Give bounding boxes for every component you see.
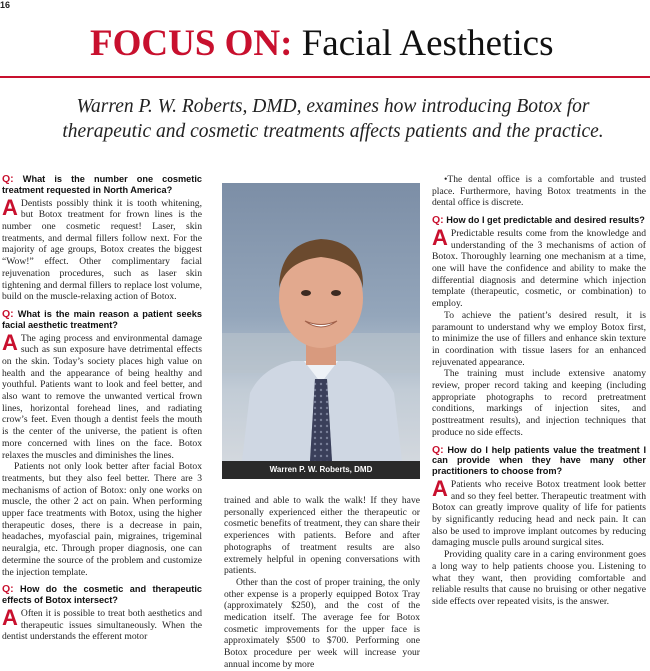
question-3: Q: How do the cosmetic and therapeutic effects of Botox intersect?: [2, 583, 202, 606]
column-2-para-1: trained and able to walk the walk! If they have personally experienced either the therapeutic or cosmetic benefits of treatment, they can share their experiences with patients. Before and after photographs of treatment results are also extremely helpful in opening conversations with patients.: [224, 495, 420, 577]
answer-3: A Often it is possible to treat both aesthetics and therapeutic issues simultaneously. When the dentist understands the efferent motor: [2, 604, 202, 643]
answer-4-cont-1: To achieve the patient’s desired result, it is paramount to understand why we employ Botox first, to minimize the use of fillers and enhance skin texture in coordination with tissue lasers for an enhanced rejuvenated appearance.: [432, 309, 646, 368]
portrait-illustration: [222, 183, 420, 461]
column-1: [2, 174, 202, 643]
column-2: [224, 495, 420, 671]
answer-1: A Dentists possibly think it is tooth whitening, but Botox treatment for frown lines is the number one cosmetic request! Laser, skin treatments, and dermal fillers follow next. For the majority of age groups, Botox creates the biggest “Wow!” effect. Other complimentary facial rejuvenation procedures, such as laser skin tightening and dermal fillers to replace lost volume, build on the muscle-relaxing action of Botox.: [2, 194, 202, 303]
bullet-item: •The dental office is a comfortable and trusted place. Furthermore, having Botox treatments in the dental office is discrete.: [432, 174, 646, 209]
question-1: Q: What is the number one cosmetic treatment requested in North America?: [2, 173, 203, 195]
page-number: 16: [0, 0, 11, 10]
question-4: Q: How do I get predictable and desired results?: [432, 214, 645, 227]
page-title: [90, 22, 553, 65]
answer-2-cont: Patients not only look better after facial Botox treatments, but they also feel better. There are 3 mechanisms of action of Botox: only one works on muscle, the other 2 act on pain. When performing upper face treatments with Botox, using the higher therapeutic doses, there is a decrease in pain, headaches, myofascial pain, migraines, trigeminal neuralgia, etc. Through proper diagnosis, one can determine the source of the problem and customize the injection template.: [2, 461, 202, 578]
answer-4: A Predictable results come from the knowledge and understanding of the 3 mechanisms of action of Botox. Thoroughly learning one mechanism at a time, one will have the confidence and ability to make the differential diagnosis and determine which injection template (therapeutic, cosmetic, or combination) to employ.: [432, 224, 646, 310]
answer-4-cont-2: The training must include extensive anatomy review, proper record taking and keeping (including appropriate photographs to record pretreatment conditions, markings of injection sites, and posttreatment results), and injection techniques that produce no side effects.: [432, 368, 646, 438]
column-2-para-2: Other than the cost of proper training, the only other expense is a properly equipped Botox Tray (approximately $250), and the cost of the medication itself. The average fee for Botox cosmetic improvements for the upper face is approximately $500 to $700. Performing one Botox procedure per week will increase your annual income by more: [224, 576, 420, 670]
column-3: [432, 174, 646, 608]
title-focus: FOCUS ON:: [90, 23, 293, 64]
question-5: Q: How do I help patients value the treatment I can provide when they have many other practitioners to choose from?: [432, 443, 646, 477]
answer-5-cont: Providing quality care in a caring environment goes a long way to help patients choose you. Listening to what they want, then providing comfortable and reliable results that cause no bruising or other negative side effects over repeated visits, is the answer.: [432, 549, 646, 607]
answer-5: A Patients who receive Botox treatment look better and so they feel better. Therapeutic treatment with Botox can greatly improve quality of life for patients by significantly reducing head and neck pain. It can also be used to improve implant outcomes by reducing damaging muscle pulls around surgical sites.: [432, 475, 646, 549]
photo-caption: Warren P. W. Roberts, DMD: [222, 461, 420, 479]
title-topic: Facial Aesthetics: [292, 23, 554, 64]
article-deck: Warren P. W. Roberts, DMD, examines how introducing Botox for therapeutic and cosmetic treatments affects patients and the practice.: [62, 96, 604, 142]
question-2: Q: What is the main reason a patient seeks facial aesthetic treatment?: [2, 307, 202, 330]
answer-2: A The aging process and environmental damage such as sun exposure have detrimental effects on the skin. Today’s society places high value on health and the appearance of being healthy and youthful. Patients want to look and feel better, and also want to remove the unwanted vertical frown lines, horizontal forehead lines, and radiating crow’s feet. Even though a dentist feels the mouth is the center of the universe, the patient is often more concerned with lines on the face. Botox relaxes the muscles and diminishes the lines.: [2, 329, 202, 461]
title-rule: [0, 76, 650, 78]
author-photo: [222, 183, 420, 479]
